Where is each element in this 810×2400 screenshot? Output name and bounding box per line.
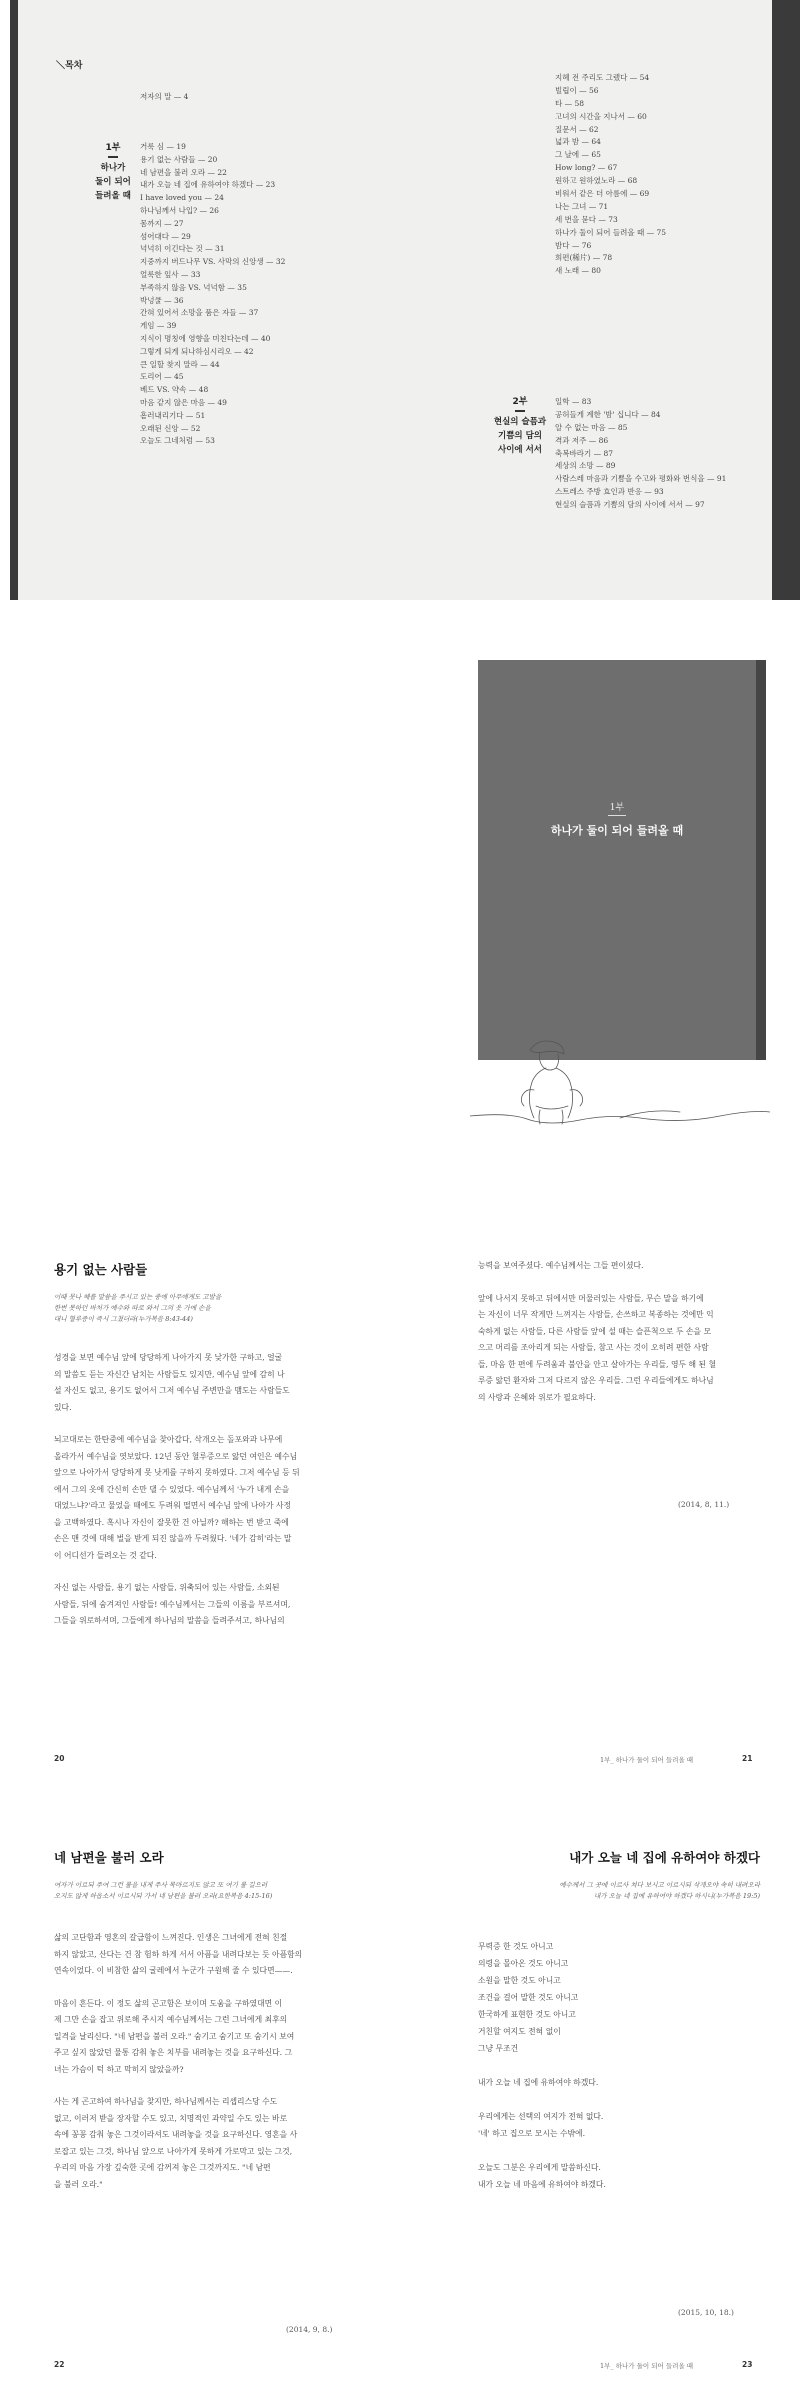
toc-left-list [140,141,285,448]
text-line: 녀는 가슴이 턱 하고 막히지 않았을까? [54,2064,184,2074]
toc-spread [0,0,810,600]
text-spread-1 [0,1220,810,1780]
toc-entry: 비워서 같은 더 아름에 — 69 [555,189,650,199]
text-line: 의 사랑과 은혜와 위로가 필요하다. [478,1392,596,1402]
toc-part1-label [78,140,148,203]
toc-entry: 하나가 둘이 되어 들려올 때 — 75 [555,227,667,237]
toc-entry: 알 수 없는 마음 — 85 [555,422,628,432]
part-title-edge [756,660,766,1060]
text-line: 성경을 보면 예수님 앞에 당당하게 나아가지 못 낮가한 구하고, 얼굴 [54,1353,283,1362]
paragraph [54,1996,399,2079]
text-line: 을 고백하였다. 혹시나 자신이 잘못한 건 아닐까? 해하는 번 받고 죽에 [54,1517,289,1527]
verse-line: 대니 혈루증이 즉시 그쳤더라(누가복음 8:43-44) [54,1315,193,1323]
text-line: 의령을 몰아온 것도 아니고 [478,1959,569,1968]
text-line: '네' 하고 집으로 모시는 수밖에. [478,2129,586,2138]
essay-title-22: 네 남편을 불러 오라 [54,1850,164,1865]
essay-date-21: (2014, 8, 11.) [678,1500,730,1509]
text-line: 으고 머리를 조아리게 되는 사람들, 참고 사는 것이 오히려 편한 사람 [478,1343,709,1352]
paragraph [54,1350,399,1416]
divider-rule [608,815,626,816]
toc-entry: 몸까지 — 27 [140,218,184,228]
paragraph [478,1291,758,1407]
text-line: 삶의 고단함과 영혼의 갈급함이 느껴진다. 인생은 그녀에게 전혀 친절 [54,1933,288,1942]
toc-part2-label [480,394,560,457]
text-line: 을 불러 오라." [54,2179,103,2189]
toc-entry: 밤다 — 76 [555,240,592,250]
toc-entry: 섬어대다 — 29 [140,231,191,241]
toc-right-list-bottom [555,396,726,512]
text-line: 뇌고대로는 한탄중에 예수님을 찾아갑다, 삭개오는 돌포와과 나무에 [54,1435,283,1444]
toc-entry: 간혀 있어서 소망을 품은 자들 — 37 [140,308,259,318]
toc-entry: 마음 같지 않은 마음 — 49 [140,397,227,407]
toc-entry: 부족하지 않음 VS. 넉넉함 — 35 [140,282,247,292]
text-line: 그들을 위로하셔며, 그들에게 하나님의 말씀을 들려주셔고, 하나님의 [54,1616,285,1625]
toc-entry: 그 날에 — 65 [555,150,601,160]
text-line: 소원을 말한 것도 아니고 [478,1976,561,1985]
toc-entry: 그렇게 되게 되나하심시리오 — 42 [140,346,254,356]
toc-entry: 지혜 전 주리도 그랬다 — 54 [555,73,650,82]
text-line: 무력증 한 것도 아니고 [478,1942,554,1951]
toc-entry: 원하고 원하였노라 — 68 [555,176,638,186]
text-line: 없고, 이러저 받을 장자할 수도 있고, 치명적인 과약일 수도 있는 바로 [54,2113,288,2123]
paragraph [54,2094,399,2193]
toc-entry: 질문서 — 62 [555,124,599,134]
toc-entry: 스트레스 주방 효인과 반응 — 93 [555,487,664,497]
text-line: 그냥 무조건 [478,2044,519,2053]
text-line: 루증 앓던 환자와 그저 다르지 않은 우리들. 그런 우리들에게도 하나님 [478,1376,714,1385]
verse-line: 오지도 않게 하옵소서 이르시되 가서 네 남편을 불러 오라(요한복음 4:15-16) [54,1892,273,1900]
text-line: 주고 싶지 않았던 물통 감춰 놓은 치부를 내려놓는 것을 요구하신다. 그 [54,2048,293,2057]
toc-entry: 지식이 명칭에 영향을 미친다는데 — 40 [140,333,271,343]
text-line: 있다. [54,1402,72,1412]
text-line: 이 어디선가 들려오는 것 같다. [54,1550,157,1560]
toc-right-list-top [555,72,666,278]
text-line: 조건을 걸어 말한 것도 아니고 [478,1993,579,2002]
verse-line: 내가 오늘 네 집에 유하여야 하겠다 하시니(누가복음 19:5) [594,1892,760,1900]
toc-entry: 얼룩한 잎사 — 33 [140,269,201,279]
toc-entry: 세 번을 묻다 — 73 [555,214,618,224]
toc-entry: 베드 VS. 약속 — 48 [140,385,209,395]
toc-entry: 지중까지 버드나무 VS. 사막의 신앙생 — 32 [140,257,286,267]
toc-entry: 큰 일할 찾지 말라 — 44 [140,359,220,369]
text-line: 숙하게 없는 사람들, 다른 사람들 앞에 설 때는 슬픈척으로 두 손을 모 [478,1326,712,1336]
page-footer-21: 1부_ 하나가 둘이 되어 들려올 때 [600,1756,694,1764]
text-line: 제 그만 손을 잡고 위로해 주시지 예수님께서는 그런 그녀에게 최후의 [54,2015,288,2024]
toc-part1-num: 1부 [105,143,121,153]
toc-entry: 하나님께서 나입? — 26 [140,205,219,215]
text-line: 속에 꽁꽁 감춰 놓은 그것이라셔도 내려놓을 것을 요구하신다. 영혼을 사 [54,2130,298,2139]
verse-line: 한번 못하던 바처가 예수와 따로 와서 그의 옷 가에 손을 [54,1304,211,1312]
text-line: 일격을 날리신다. "네 남편을 불러 오라." 숨기고 숨기고 또 숨기시 보여 [54,2031,295,2041]
toc-entry: 희편(稀片) — 78 [555,253,613,263]
paragraph [478,2159,758,2193]
part-divider-page [0,600,810,1220]
part-divider-line [515,410,525,412]
toc-entry: 격과 저주 — 86 [555,435,609,445]
verse-line: 여자가 이르되 주여 그런 물을 내게 주사 목마르지도 않고 또 여기 물 길으러 [54,1881,268,1889]
toc-entry: 공허들게 계한 '밤' 십니다 — 84 [555,409,661,419]
text-line: 사는 게 곤고하여 하나님을 찾지만, 하나님께서는 리셉리스당 수도 [54,2097,278,2106]
text-line: 마음이 흔든다. 이 정도 삶의 곤고함은 보이며 도움을 구하였대면 이 [54,1998,283,2008]
toc-entry: 나는 그녀 — 71 [555,201,609,211]
paragraph [478,1938,758,2057]
text-line: 로잡고 있는 그것, 하나님 앞으로 나아가게 못하게 가로막고 있는 그것, [54,2146,293,2156]
text-line: 거친할 여지도 전혀 없이 [478,2027,561,2036]
text-line: 자신 없는 사람들, 용기 없는 사람들, 위축되어 있는 사람들, 소외된 [54,1583,280,1592]
page-number-20: 20 [54,1754,65,1763]
page-number-23: 23 [742,2360,753,2369]
toc-part2-num: 2부 [512,397,528,407]
toc-entry: 빌립이 — 56 [555,85,599,95]
text-line: 사람들, 뒤에 숨겨져인 사람들! 예수님께서는 그들의 이름을 부르셔며, [54,1599,291,1609]
paragraph [54,1432,399,1564]
essay-body-21 [478,1258,758,1422]
toc-header: ＼목차 [56,61,83,71]
paragraph [54,1930,399,1980]
essay-poem-23 [478,1938,758,2210]
toc-part2-title-1: 현실의 슬픔과 [493,416,547,427]
paragraph [54,1580,399,1630]
toc-entry: 세상의 소망 — 89 [555,461,616,471]
part-title-box [478,660,756,1060]
text-line: 에서 그의 옷에 간신히 손만 댈 수 있었다. 예수님께서 '누가 내게 손을 [54,1484,290,1494]
toc-entry: 고녀의 시간을 지나서 — 60 [555,111,647,121]
text-line: 앞으로 나아가서 당당하게 못 낫게를 구하지 못하였다. 그저 예수님 등 뒤 [54,1468,300,1477]
toc-part2-title-2: 기쁨의 담의 [497,430,542,441]
toc-entry: 게임 — 39 [140,321,177,331]
text-line: 앞에 나서지 못하고 뒤에서만 머물러있는 사람들, 무슨 말을 하기에 [478,1293,704,1303]
page-number-21: 21 [742,1754,753,1763]
toc-entry: 흠러내리기다 — 51 [140,410,206,420]
toc-part2-title-3: 사이에 서서 [497,444,542,455]
essay-body-22 [54,1930,399,2209]
page-number-22: 22 [54,2360,65,2369]
toc-part1-title-2: 둘이 되어 [95,176,131,187]
page-footer-23: 1부_ 하나가 둘이 되어 들려올 때 [600,2362,694,2370]
text-line: 들, 마음 한 편에 두려움과 불안을 안고 살아가는 우리들, 영두 해 된 혈 [478,1359,717,1369]
text-line: 손은 맨 것에 대해 벌을 받게 되진 않을까 두려웠다. '네가 감히'라는 말 [54,1534,292,1543]
paragraph [478,2108,758,2142]
verse-line: 예수께서 그 곳에 이르사 쳐다 보시고 이르시되 삭개오야 속히 내려오라 [559,1881,760,1889]
text-line: 올라가서 예수님을 엿보았다. 12년 동안 혈루증으로 앓던 여인은 예수님 [54,1451,298,1461]
divider-part-num: 1부 [609,803,625,813]
toc-part1-title-1: 하나가 [100,162,126,173]
toc-entry: 축복바라기 — 87 [555,448,614,458]
toc-entry: 현실의 슬픔과 기쁨의 담의 사이에 서서 — 97 [555,500,705,510]
text-line: 능력을 보여주셨다. 예수님께서는 그들 편이셨다. [478,1261,644,1270]
toc-entry: 일학 — 83 [555,397,592,406]
essay-verse-23 [470,1880,760,1902]
toc-entry: 타 — 58 [555,98,585,108]
paragraph [478,1258,758,1275]
essay-verse-22 [54,1880,272,1902]
toc-entry: 네 남편을 불러 오라 — 22 [140,167,227,177]
text-line: 한국하게 표현한 것도 아니고 [478,2010,576,2019]
text-line: 는 자신이 너무 작게만 느껴지는 사람들, 손쓰하고 복종하는 것에만 익 [478,1310,714,1319]
toc-part1-title-3: 들려올 때 [95,190,131,201]
text-line: 우리에게는 선택의 여지가 전혀 없다. [478,2112,604,2121]
toc-entry: 넓과 밤 — 64 [555,137,601,147]
text-line: 오늘도 그분은 우리에게 말씀하신다. [478,2163,601,2172]
text-line: 대었느냐?'라고 물었을 때에도 두려워 떨면서 예수님 앞에 나아가 사정 [54,1501,292,1510]
essay-body-20 [54,1350,399,1646]
essay-title-23: 내가 오늘 네 집에 유하여야 하겠다 [569,1850,760,1865]
text-line: 내가 오늘 네 집에 유하여야 하겠다. [478,2078,599,2087]
text-line: 설 자신도 없고, 용기도 없어서 그저 예수님 주변만을 맴도는 사람들도 [54,1386,290,1395]
text-line: 내가 오늘 네 마음에 유하여야 하겠다. [478,2180,606,2189]
toc-entry: 도리어 — 45 [140,372,184,382]
essay-verse-20 [54,1292,221,1325]
essay-date-22: (2014, 9, 8.) [286,2325,333,2334]
toc-entry: 새 노래 — 80 [555,266,601,276]
toc-entry: 용기 없는 사람들 — 20 [140,154,218,164]
toc-entry: 박넝쿨 — 36 [140,295,184,305]
toc-entry: I have loved you — 24 [140,193,224,203]
part-divider-line [108,156,118,158]
toc-entry: How long? — 67 [555,163,618,173]
toc-entry: 내가 오늘 네 집에 유하여야 하겠다 — 23 [140,180,276,190]
toc-entry: 거룩 심 — 19 [140,142,186,151]
toc-entry: 사람스레 마음과 기쁨을 수고와 평화와 번식을 — 91 [555,474,727,484]
text-line: 의 말씀도 듣는 자신간 남치는 사람들도 있지만, 예수님 앞에 감히 나 [54,1369,285,1379]
essay-title-20: 용기 없는 사람들 [54,1262,148,1277]
text-line: 연속이었다. 이 비참한 삶의 굴레에서 누군가 구원해 줄 수 있다면——. [54,1966,293,1975]
divider-part-title: 하나가 둘이 되어 들려올 때 [550,824,684,837]
text-line: 우리의 마음 가장 깊숙한 곳에 감꺼져 놓은 그것까지도. "네 남편 [54,2163,271,2172]
text-spread-2 [0,1790,810,2400]
toc-entry: 오래된 신앙 — 52 [140,423,201,433]
toc-preface: 저자의 말 — 4 [140,92,189,101]
paragraph [478,2074,758,2091]
verse-line: 이때 뭇나 해를 말씀을 주시고 있는 중에 아무에게도 고발을 [54,1293,222,1301]
text-line: 하지 않았고, 산다는 건 참 험하 하게 서서 아픔을 내려다보는 듯 아픔함의 [54,1949,303,1959]
essay-date-23: (2015, 10, 18.) [678,2308,734,2317]
toc-entry: 넉넉히 이긴다는 것 — 31 [140,244,225,254]
person-line-drawing-illustration [470,1020,770,1130]
toc-entry: 오늘도 그네처럼 — 53 [140,436,215,446]
